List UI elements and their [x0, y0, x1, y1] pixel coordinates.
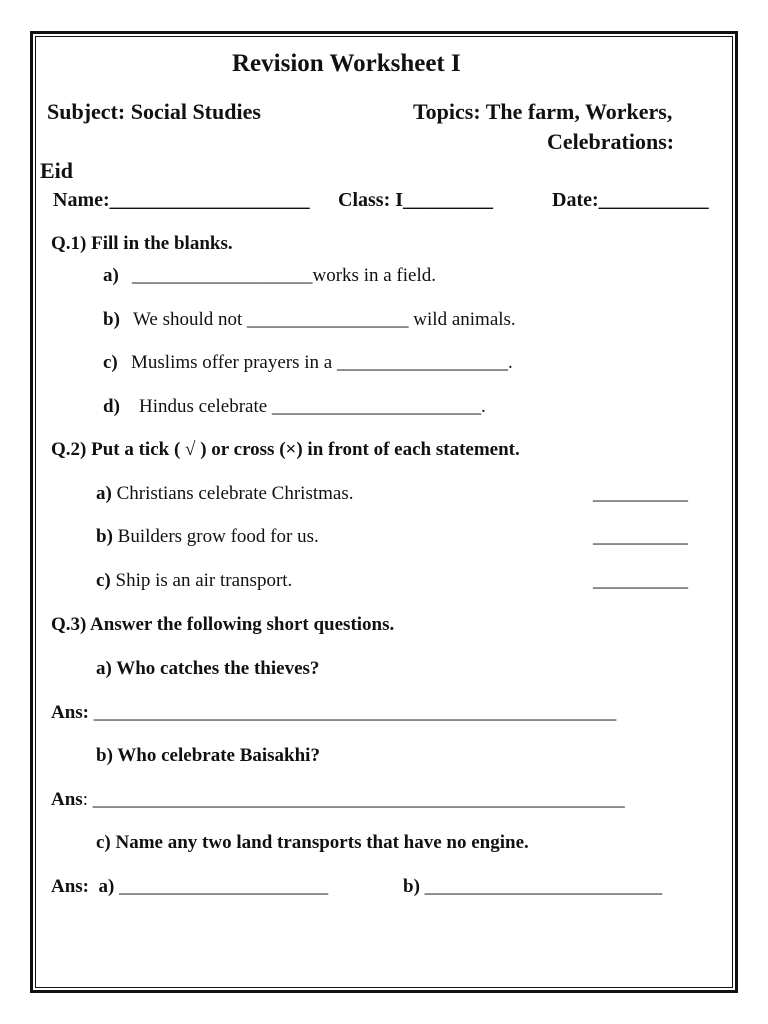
topics-line-1: Topics: The farm, Workers, [413, 99, 673, 124]
q2-heading: Q.2) Put a tick ( √ ) or cross (×) in front of each statement. [51, 439, 520, 460]
subject-label: Subject: Social Studies [47, 99, 261, 124]
class-field[interactable]: Class: I_________ [338, 189, 494, 211]
q1-d-text[interactable]: Hindus celebrate ______________________. [139, 396, 486, 417]
q1-a-text[interactable]: ___________________works in a field. [132, 265, 436, 286]
q3-b-ans-label: Ans [51, 789, 83, 810]
q3-b-ans-line[interactable]: : ________________________________________________________ [82, 789, 625, 810]
q2-a-label: a) [96, 483, 112, 504]
q3-a-ans-label: Ans: [51, 702, 90, 723]
q1-c-text[interactable]: Muslims offer prayers in a __________________. [131, 352, 513, 373]
q3-b-answer[interactable] [51, 790, 625, 809]
q3-c-answer-b[interactable] [403, 877, 662, 896]
q2-c-statement [96, 571, 292, 590]
q2-b-label: b) [96, 526, 113, 547]
q2-c-text: Ship is an air transport. [110, 570, 293, 591]
q2-a-text: Christians celebrate Christmas. [111, 483, 354, 504]
topics-line-3: Eid [40, 158, 74, 183]
q2-a-answer-blank[interactable]: __________ [593, 483, 688, 504]
q1-a-label: a) [103, 265, 119, 286]
q1-b-label: b) [103, 309, 120, 330]
date-field[interactable]: Date:___________ [552, 189, 709, 211]
name-field[interactable]: Name:____________________ [53, 189, 310, 211]
q1-d-label: d) [103, 396, 120, 417]
q1-c-label: c) [103, 352, 118, 373]
q2-c-answer-blank[interactable]: __________ [593, 570, 688, 591]
q3-c-answer-a[interactable] [51, 877, 328, 896]
worksheet-title: Revision Worksheet I [232, 50, 461, 77]
q2-b-statement [96, 527, 319, 546]
q3-a-ans-line[interactable]: _______________________________________________________ [89, 702, 617, 723]
q3-a-answer[interactable] [51, 703, 616, 722]
q2-b-text: Builders grow food for us. [112, 526, 319, 547]
q3-a-question: a) Who catches the thieves? [96, 658, 320, 679]
q2-b-answer-blank[interactable]: __________ [593, 526, 688, 547]
q2-a-statement [96, 484, 354, 503]
q3-c-ans-line-b[interactable]: _________________________ [419, 876, 663, 897]
q3-c-ans-line-a[interactable]: ______________________ [114, 876, 329, 897]
q3-c-question: c) Name any two land transports that have no engine. [96, 832, 529, 853]
topics-line-2: Celebrations: [547, 129, 675, 154]
q1-b-text[interactable]: We should not _________________ wild animals. [133, 309, 516, 330]
q3-c-ans-label: Ans: a) [51, 876, 115, 897]
q3-c-ans-b-label: b) [403, 876, 420, 897]
q2-c-label: c) [96, 570, 111, 591]
q1-heading: Q.1) Fill in the blanks. [51, 233, 233, 254]
q3-b-question: b) Who celebrate Baisakhi? [96, 745, 320, 766]
q3-heading: Q.3) Answer the following short questions. [51, 614, 395, 635]
